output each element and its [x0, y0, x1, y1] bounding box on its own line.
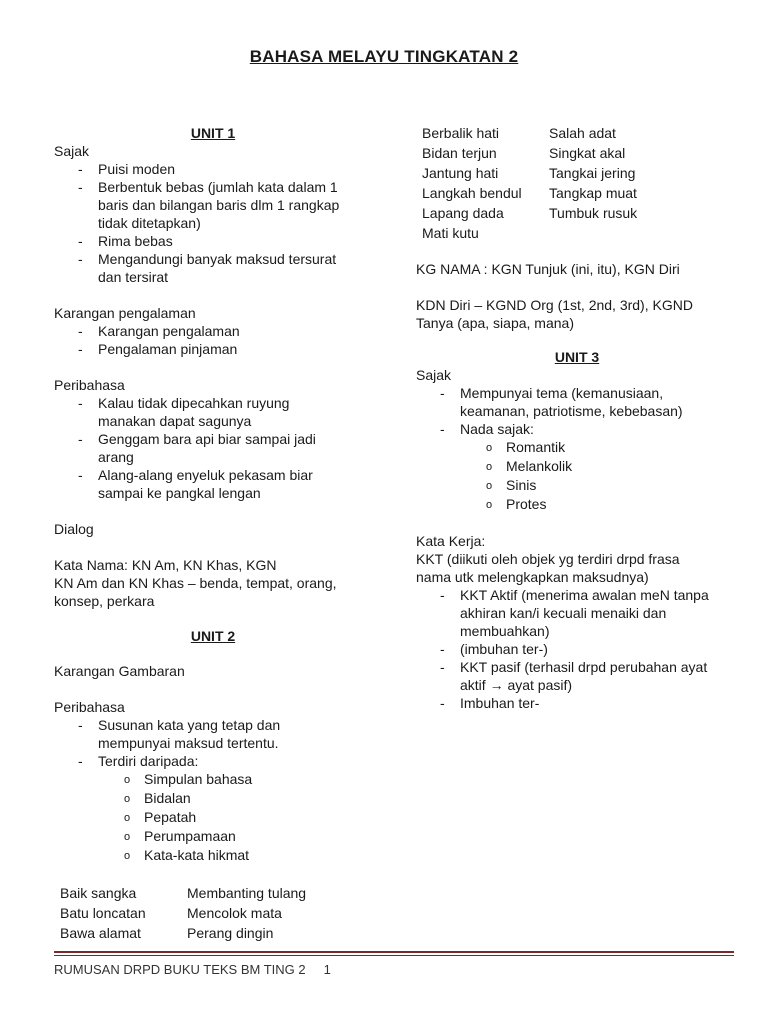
list-item: - (imbuhan ter-): [416, 640, 738, 658]
karangan-list: [54, 322, 372, 358]
page-number: 1: [323, 962, 331, 977]
list-item: - Mengandungi banyak maksud tersurat dan tersirat: [54, 250, 372, 286]
pair-term: Membanting tulang: [187, 885, 307, 901]
sajak-list: [54, 160, 372, 286]
list-item: - KKT pasif (terhasil drpd perubahan ayat aktif → ayat pasif): [416, 658, 738, 694]
peribahasa-pairs-left: [54, 884, 372, 942]
pair-term: Salah adat: [549, 125, 616, 141]
list-item: - Puisi moden: [54, 160, 372, 178]
list-item: o Romantik: [416, 438, 738, 457]
pair-term: Singkat akal: [549, 145, 626, 161]
list-item: o Simpulan bahasa: [54, 770, 372, 789]
pair-term: Mati kutu: [422, 225, 479, 241]
pair-term: Lapang dada: [422, 205, 504, 221]
list-item: - Genggam bara api biar sampai jadi arang: [54, 430, 372, 466]
footer-divider: [54, 951, 734, 956]
kn-line-1: KN Am dan KN Khas – benda, tempat, orang,: [54, 575, 337, 591]
unit-1-heading: UNIT 1: [190, 125, 236, 141]
list-item: - Nada sajak:: [416, 420, 738, 438]
list-item: o Melankolik: [416, 457, 738, 476]
jenis-peribahasa-list: [54, 770, 372, 865]
pair-term: Tangkap muat: [549, 185, 637, 201]
pair-term: Perang dingin: [187, 925, 274, 941]
pair-term: Tangkai jering: [549, 165, 636, 181]
peribahasa-pairs-right: [416, 124, 738, 242]
pair-term: Jantung hati: [422, 165, 499, 181]
list-item: o Pepatah: [54, 808, 372, 827]
right-column: [416, 124, 738, 712]
page-title: BAHASA MELAYU TINGKATAN 2: [249, 47, 519, 66]
kdn-line-1: KDN Diri – KGND Org (1st, 2nd, 3rd), KGND: [416, 297, 693, 313]
peribahasa-2-label: Peribahasa: [54, 699, 125, 715]
left-column: [54, 124, 372, 942]
list-item: - KKT Aktif (menerima awalan meN tanpa akhiran kan/i kecuali menaiki dan membuahkan): [416, 586, 738, 640]
list-item: - Rima bebas: [54, 232, 372, 250]
unit-3-heading: UNIT 3: [554, 349, 600, 365]
sajak-3-label: Sajak: [416, 367, 452, 383]
sajak-3-list: [416, 384, 738, 438]
pair-term: Mencolok mata: [187, 905, 282, 921]
list-item: o Sinis: [416, 476, 738, 495]
karangan-label: Karangan pengalaman: [54, 305, 196, 321]
list-item: o Perumpamaan: [54, 827, 372, 846]
pair-term: Baik sangka: [60, 885, 137, 901]
list-item: - Mempunyai tema (kemanusiaan, keamanan, patriotisme, kebebasan): [416, 384, 738, 420]
list-item: - Alang-alang enyeluk pekasam biar sampai ke pangkal lengan: [54, 466, 372, 502]
peribahasa-label: Peribahasa: [54, 377, 125, 393]
sajak-label: Sajak: [54, 143, 90, 159]
list-item: o Bidalan: [54, 789, 372, 808]
kg-nama-line: KG NAMA : KGN Tunjuk (ini, itu), KGN Diri: [416, 261, 680, 277]
kata-kerja-label: Kata Kerja:: [416, 533, 486, 549]
list-item: - Imbuhan ter-: [416, 694, 738, 712]
unit-2-heading: UNIT 2: [190, 628, 236, 644]
list-item: - Karangan pengalaman: [54, 322, 372, 340]
list-item: - Susunan kata yang tetap dan mempunyai maksud tertentu.: [54, 716, 372, 752]
pair-term: Bawa alamat: [60, 925, 141, 941]
list-item: - Terdiri daripada:: [54, 752, 372, 770]
pair-term: Tumbuk rusuk: [549, 205, 638, 221]
page-footer: [54, 962, 331, 977]
list-item: - Pengalaman pinjaman: [54, 340, 372, 358]
kkt-line-2: nama utk melengkapkan maksudnya): [416, 569, 649, 585]
list-item: - Kalau tidak dipecahkan ruyung manakan dapat sagunya: [54, 394, 372, 430]
peribahasa-2-list: [54, 716, 372, 770]
nada-list: [416, 438, 738, 514]
kdn-line-2: Tanya (apa, siapa, mana): [416, 315, 574, 331]
pair-term: Langkah bendul: [422, 185, 522, 201]
list-item: o Protes: [416, 495, 738, 514]
kkt-list: [416, 586, 738, 712]
karangan-gambaran-label: Karangan Gambaran: [54, 663, 185, 679]
peribahasa-list: [54, 394, 372, 502]
kata-nama-line: Kata Nama: KN Am, KN Khas, KGN: [54, 557, 277, 573]
kkt-line-1: KKT (diikuti oleh objek yg terdiri drpd frasa: [416, 551, 680, 567]
footer-text: RUMUSAN DRPD BUKU TEKS BM TING 2: [54, 962, 306, 977]
pair-term: [549, 224, 729, 242]
pair-term: Batu loncatan: [60, 905, 146, 921]
pair-term: Bidan terjun: [422, 145, 497, 161]
kn-line-2: konsep, perkara: [54, 593, 155, 609]
dialog-label: Dialog: [54, 521, 94, 537]
pair-term: Berbalik hati: [422, 125, 500, 141]
list-item: - Berbentuk bebas (jumlah kata dalam 1 baris dan bilangan baris dlm 1 rangkap tidak ditetapkan): [54, 178, 372, 232]
list-item: o Kata-kata hikmat: [54, 846, 372, 865]
